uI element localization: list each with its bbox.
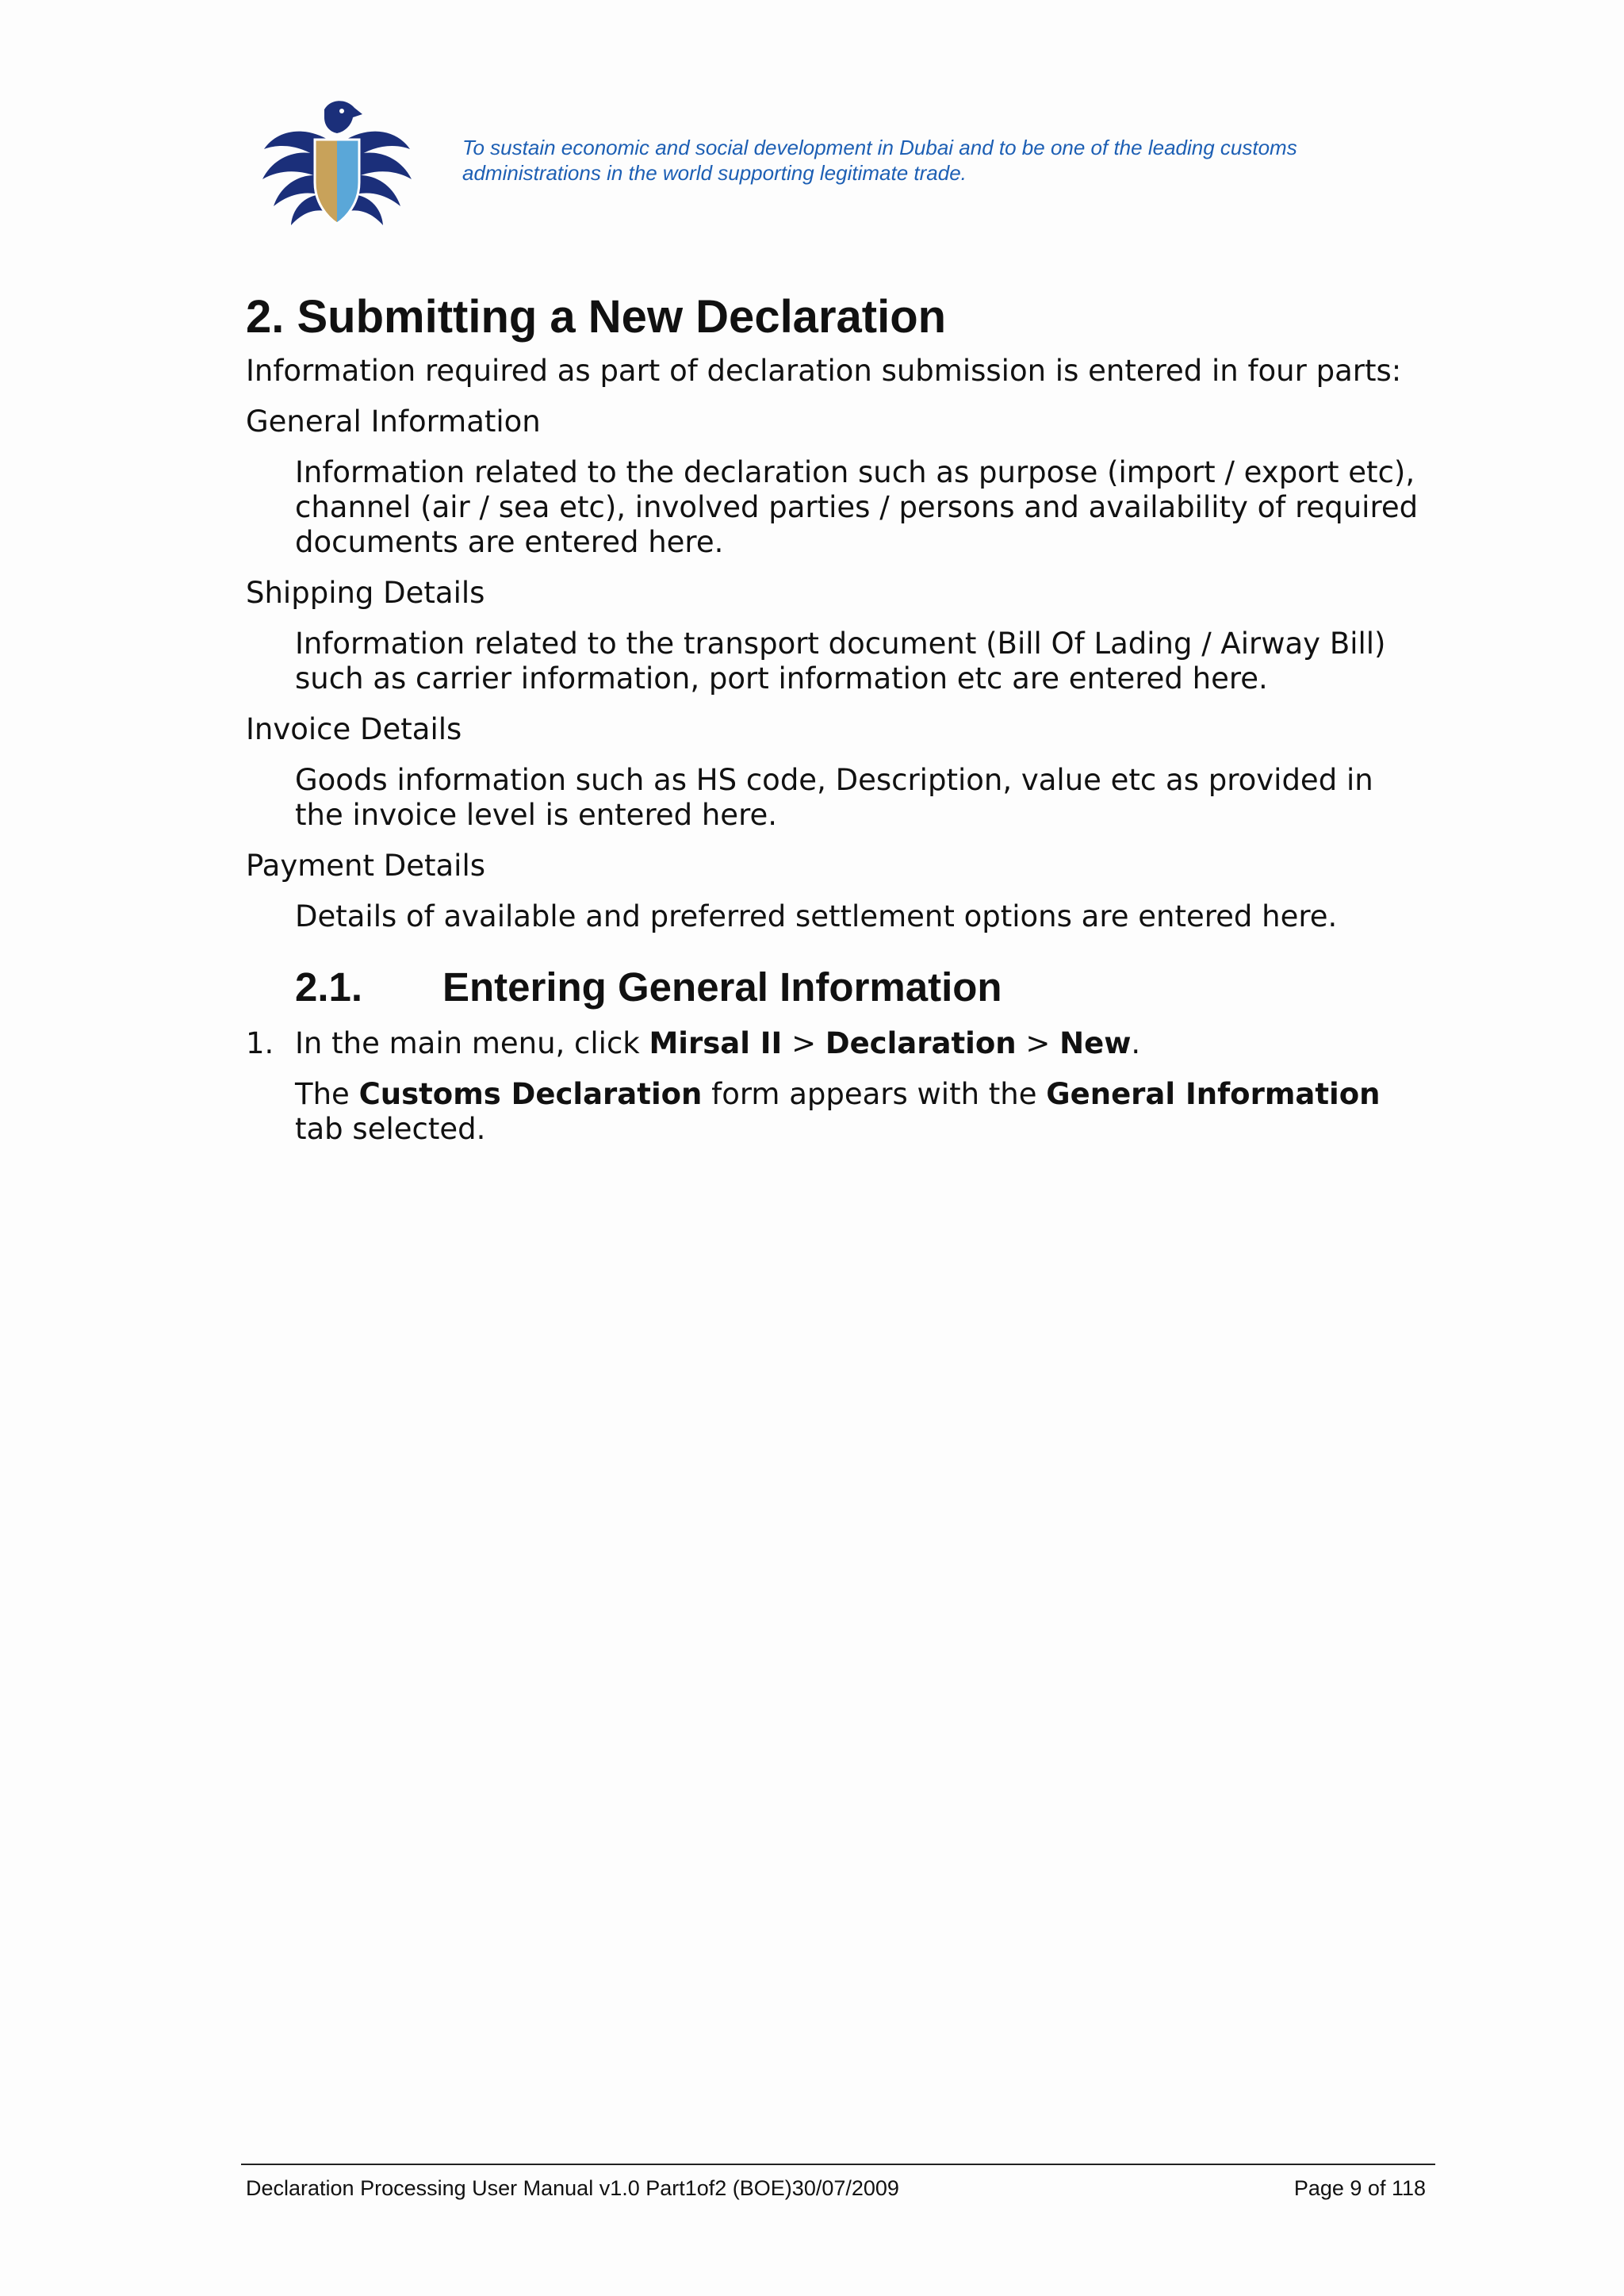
menu-item-mirsal: Mirsal II	[649, 1026, 783, 1060]
part-term-invoice: Invoice Details	[246, 712, 462, 746]
part-desc-general: Information related to the declaration such as purpose (import / export etc), channel (air / sea etc), involved parties / persons and availability of required documents are entered here.	[295, 455, 1419, 559]
step-1-note	[295, 1077, 1435, 1147]
footer-doc-title: Declaration Processing User Manual v1.0 Part1of2 (BOE)30/07/2009	[246, 2176, 899, 2200]
note-text: form appears with the	[702, 1077, 1047, 1111]
menu-item-new: New	[1059, 1026, 1132, 1060]
section-title: 2. Submitting a New Declaration	[246, 291, 947, 343]
step-text-end: .	[1131, 1026, 1141, 1060]
menu-item-declaration: Declaration	[825, 1026, 1017, 1060]
part-term-shipping: Shipping Details	[246, 576, 485, 610]
page-header	[258, 94, 1447, 240]
step-number: 1.	[246, 1026, 274, 1060]
header-motto	[462, 135, 1414, 186]
eagle-shield-logo	[258, 94, 416, 236]
section-intro: Information required as part of declaration submission is entered in four parts:	[246, 354, 1402, 388]
part-term-payment: Payment Details	[246, 849, 486, 883]
footer-divider	[241, 2164, 1435, 2165]
motto-line-2: administrations in the world supporting legitimate trade.	[462, 161, 967, 185]
step-1	[246, 1026, 1435, 1061]
part-desc-invoice: Goods information such as HS code, Description, value etc as provided in the invoice level is entered here.	[295, 763, 1373, 832]
form-name: Customs Declaration	[358, 1077, 703, 1111]
subsection-title-text: Entering General Information	[442, 964, 1002, 1010]
tab-name: General Information	[1046, 1077, 1381, 1111]
step-text: In the main menu, click	[295, 1026, 649, 1060]
menu-separator: >	[1016, 1026, 1060, 1060]
note-text: The	[295, 1077, 359, 1111]
part-term-general: General Information	[246, 404, 541, 439]
subsection-number: 2.1.	[295, 964, 363, 1010]
note-text: tab selected.	[295, 1112, 486, 1146]
part-desc-payment: Details of available and preferred settlement options are entered here.	[295, 899, 1338, 933]
subsection-title	[295, 960, 1435, 1015]
main-content	[246, 286, 1435, 1147]
menu-separator: >	[782, 1026, 825, 1060]
footer-page-number: Page 9 of 118	[1293, 2176, 1426, 2200]
motto-line-1: To sustain economic and social development in Dubai and to be one of the leading customs	[462, 136, 1297, 159]
part-desc-shipping: Information related to the transport document (Bill Of Lading / Airway Bill) such as carrier information, port information etc are entered here.	[295, 627, 1386, 696]
